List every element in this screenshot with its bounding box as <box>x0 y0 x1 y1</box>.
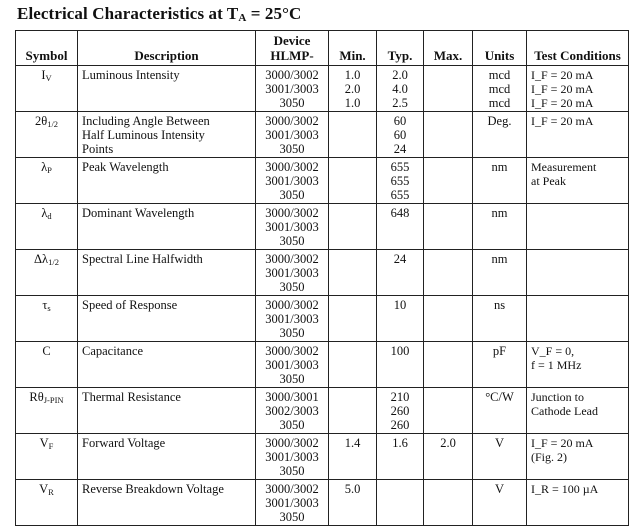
device-value: 3001/3003 <box>265 82 319 96</box>
symbol-cell <box>16 112 78 158</box>
device-value: 3001/3003 <box>265 174 319 188</box>
condition-value: I_F = 20 mA <box>531 96 594 110</box>
page-title <box>17 4 301 24</box>
units-value: ns <box>493 298 506 312</box>
typ-value: 260 <box>390 418 410 432</box>
device-value: 3000/3002 <box>265 482 319 496</box>
table-row <box>16 204 629 250</box>
description-cell: Speed of Response <box>78 296 256 342</box>
units-cell <box>473 480 527 526</box>
symbol: C <box>42 344 51 358</box>
header-row <box>16 31 629 66</box>
condition-value: at Peak <box>531 174 566 188</box>
max-cell <box>424 204 473 250</box>
description-cell: Luminous Intensity <box>78 66 256 112</box>
units-value: V <box>494 482 505 496</box>
typ-value: 1.6 <box>392 436 408 450</box>
typ-cell <box>377 434 424 480</box>
symbol: V <box>39 436 49 450</box>
header-typ: Typ. <box>377 31 424 66</box>
typ-cell <box>377 66 424 112</box>
min-value: 1.4 <box>344 436 361 450</box>
typ-value: 260 <box>390 404 410 418</box>
condition-cell <box>527 250 629 296</box>
typ-value: 2.5 <box>392 96 408 110</box>
condition-value: Measurement <box>531 160 597 174</box>
units-cell <box>473 112 527 158</box>
device-value: 3050 <box>279 96 305 110</box>
description-cell: Thermal Resistance <box>78 388 256 434</box>
device-cell <box>256 204 329 250</box>
max-cell <box>424 250 473 296</box>
device-cell <box>256 434 329 480</box>
symbol-cell <box>16 434 78 480</box>
title-rest: = 25°C <box>246 4 302 23</box>
condition-cell <box>527 204 629 250</box>
device-cell <box>256 296 329 342</box>
condition-cell <box>527 158 629 204</box>
device-cell <box>256 342 329 388</box>
symbol-subscript: 1/2 <box>47 119 59 129</box>
typ-cell <box>377 388 424 434</box>
device-cell <box>256 112 329 158</box>
device-value: 3050 <box>279 234 305 248</box>
min-cell <box>329 158 377 204</box>
typ-cell <box>377 480 424 526</box>
device-value: 3002/3003 <box>265 404 319 418</box>
typ-value: 655 <box>390 160 410 174</box>
table-row <box>16 66 629 112</box>
min-value: 5.0 <box>344 482 361 496</box>
condition-value: I_R = 100 µA <box>531 482 599 496</box>
symbol: λ <box>41 206 48 220</box>
symbol-subscript: 1/2 <box>48 257 59 267</box>
table-row <box>16 434 629 480</box>
typ-value: 60 <box>393 128 407 142</box>
units-value: mcd <box>488 96 511 110</box>
device-value: 3000/3002 <box>265 252 319 266</box>
units-value: °C/W <box>485 390 514 404</box>
min-cell <box>329 204 377 250</box>
device-value: 3050 <box>279 418 305 432</box>
symbol-subscript: J-PIN <box>43 395 64 405</box>
device-cell <box>256 480 329 526</box>
typ-cell <box>377 342 424 388</box>
min-value: 1.0 <box>344 96 361 110</box>
header-test-conditions: Test Conditions <box>527 31 629 66</box>
typ-cell <box>377 112 424 158</box>
units-value: mcd <box>488 68 511 82</box>
min-cell <box>329 480 377 526</box>
header-min: Min. <box>329 31 377 66</box>
typ-value: 10 <box>393 298 407 312</box>
device-value: 3001/3003 <box>265 496 319 510</box>
device-value: 3000/3002 <box>265 298 319 312</box>
device-value: 3050 <box>279 510 305 524</box>
units-cell <box>473 296 527 342</box>
max-value: 2.0 <box>440 436 456 450</box>
symbol: λ <box>41 160 48 174</box>
description-cell: Spectral Line Halfwidth <box>78 250 256 296</box>
min-cell <box>329 388 377 434</box>
description-cell: Peak Wavelength <box>78 158 256 204</box>
table-row <box>16 342 629 388</box>
units-cell <box>473 250 527 296</box>
description-cell: Forward Voltage <box>78 434 256 480</box>
typ-value: 24 <box>393 252 407 266</box>
units-cell <box>473 388 527 434</box>
symbol-subscript: F <box>48 441 54 451</box>
condition-value: I_F = 20 mA <box>531 68 594 82</box>
device-value: 3000/3002 <box>265 206 319 220</box>
device-value: 3001/3003 <box>265 450 319 464</box>
table-row <box>16 480 629 526</box>
device-value: 3001/3003 <box>265 220 319 234</box>
table-row <box>16 388 629 434</box>
typ-value: 4.0 <box>392 82 408 96</box>
typ-value: 655 <box>390 174 410 188</box>
device-value: 3001/3003 <box>265 128 319 142</box>
condition-value: (Fig. 2) <box>531 450 567 464</box>
device-value: 3000/3001 <box>265 390 319 404</box>
table-row <box>16 250 629 296</box>
max-cell <box>424 388 473 434</box>
condition-value: Cathode Lead <box>531 404 598 418</box>
condition-cell <box>527 296 629 342</box>
condition-cell <box>527 66 629 112</box>
table-row <box>16 296 629 342</box>
symbol-cell <box>16 388 78 434</box>
typ-value: 2.0 <box>392 68 408 82</box>
device-value: 3050 <box>279 326 305 340</box>
symbol-cell <box>16 296 78 342</box>
units-cell <box>473 158 527 204</box>
header-units: Units <box>473 31 527 66</box>
units-value: nm <box>491 160 508 174</box>
max-cell <box>424 296 473 342</box>
units-value: nm <box>491 206 508 220</box>
min-value: 2.0 <box>344 82 361 96</box>
max-cell <box>424 480 473 526</box>
device-value: 3001/3003 <box>265 312 319 326</box>
symbol-cell <box>16 66 78 112</box>
symbol-cell <box>16 250 78 296</box>
description-cell: Including Angle Between Half Luminous Intensity Points <box>78 112 256 158</box>
device-value: 3000/3002 <box>265 114 319 128</box>
typ-value: 655 <box>390 188 410 202</box>
typ-cell <box>377 250 424 296</box>
symbol-subscript: V <box>45 73 52 83</box>
device-cell <box>256 250 329 296</box>
device-value: 3050 <box>279 188 305 202</box>
units-cell <box>473 66 527 112</box>
header-description: Description <box>78 31 256 66</box>
symbol: Rθ <box>29 390 44 404</box>
condition-value: Junction to <box>531 390 584 404</box>
condition-cell <box>527 434 629 480</box>
units-cell <box>473 342 527 388</box>
device-value: 3000/3002 <box>265 344 319 358</box>
symbol-cell <box>16 158 78 204</box>
device-value: 3050 <box>279 372 305 386</box>
units-value: Deg. <box>487 114 512 128</box>
description-cell: Dominant Wavelength <box>78 204 256 250</box>
units-cell <box>473 434 527 480</box>
device-cell <box>256 388 329 434</box>
condition-cell <box>527 112 629 158</box>
title-text: Electrical Characteristics at T <box>17 4 239 23</box>
symbol-subscript: d <box>47 211 52 221</box>
typ-value: 24 <box>393 142 407 156</box>
electrical-characteristics-table <box>15 30 629 526</box>
device-value: 3000/3002 <box>265 436 319 450</box>
title-subscript: A <box>238 12 247 24</box>
device-value: 3000/3002 <box>265 160 319 174</box>
header-device: Device HLMP- <box>256 31 329 66</box>
typ-cell <box>377 204 424 250</box>
min-cell <box>329 112 377 158</box>
device-value: 3050 <box>279 142 305 156</box>
min-cell <box>329 434 377 480</box>
typ-value: 210 <box>390 390 410 404</box>
condition-value: V_F = 0, <box>531 344 575 358</box>
typ-cell <box>377 158 424 204</box>
description-cell: Reverse Breakdown Voltage <box>78 480 256 526</box>
typ-value: 60 <box>393 114 407 128</box>
condition-value: I_F = 20 mA <box>531 114 594 128</box>
symbol: V <box>39 482 49 496</box>
table-row <box>16 112 629 158</box>
max-cell <box>424 66 473 112</box>
symbol-subscript: R <box>48 487 54 497</box>
min-value: 1.0 <box>344 68 361 82</box>
min-cell <box>329 342 377 388</box>
device-value: 3050 <box>279 280 305 294</box>
symbol: 2θ <box>34 114 48 128</box>
max-cell <box>424 112 473 158</box>
condition-value: I_F = 20 mA <box>531 436 594 450</box>
units-value: V <box>494 436 505 450</box>
device-value: 3050 <box>279 464 305 478</box>
symbol-cell <box>16 204 78 250</box>
typ-value: 648 <box>390 206 410 220</box>
table-row <box>16 158 629 204</box>
max-cell <box>424 434 473 480</box>
min-cell <box>329 66 377 112</box>
min-cell <box>329 250 377 296</box>
header-max: Max. <box>424 31 473 66</box>
condition-cell <box>527 388 629 434</box>
device-cell <box>256 66 329 112</box>
device-value: 3001/3003 <box>265 358 319 372</box>
symbol-subscript: P <box>47 165 52 175</box>
description-cell: Capacitance <box>78 342 256 388</box>
condition-cell <box>527 342 629 388</box>
condition-cell <box>527 480 629 526</box>
units-cell <box>473 204 527 250</box>
units-value: nm <box>491 252 508 266</box>
condition-value: f = 1 MHz <box>531 358 582 372</box>
device-value: 3001/3003 <box>265 266 319 280</box>
units-value: pF <box>492 344 507 358</box>
typ-cell <box>377 296 424 342</box>
condition-value: I_F = 20 mA <box>531 82 594 96</box>
device-cell <box>256 158 329 204</box>
symbol: I <box>41 68 46 82</box>
symbol-cell <box>16 480 78 526</box>
symbol-cell <box>16 342 78 388</box>
units-value: mcd <box>488 82 511 96</box>
symbol-subscript: s <box>47 303 51 313</box>
typ-value: 100 <box>390 344 410 358</box>
symbol: Δλ <box>34 252 49 266</box>
max-cell <box>424 342 473 388</box>
max-cell <box>424 158 473 204</box>
symbol: τ <box>42 298 48 312</box>
header-symbol: Symbol <box>16 31 78 66</box>
min-cell <box>329 296 377 342</box>
device-value: 3000/3002 <box>265 68 319 82</box>
